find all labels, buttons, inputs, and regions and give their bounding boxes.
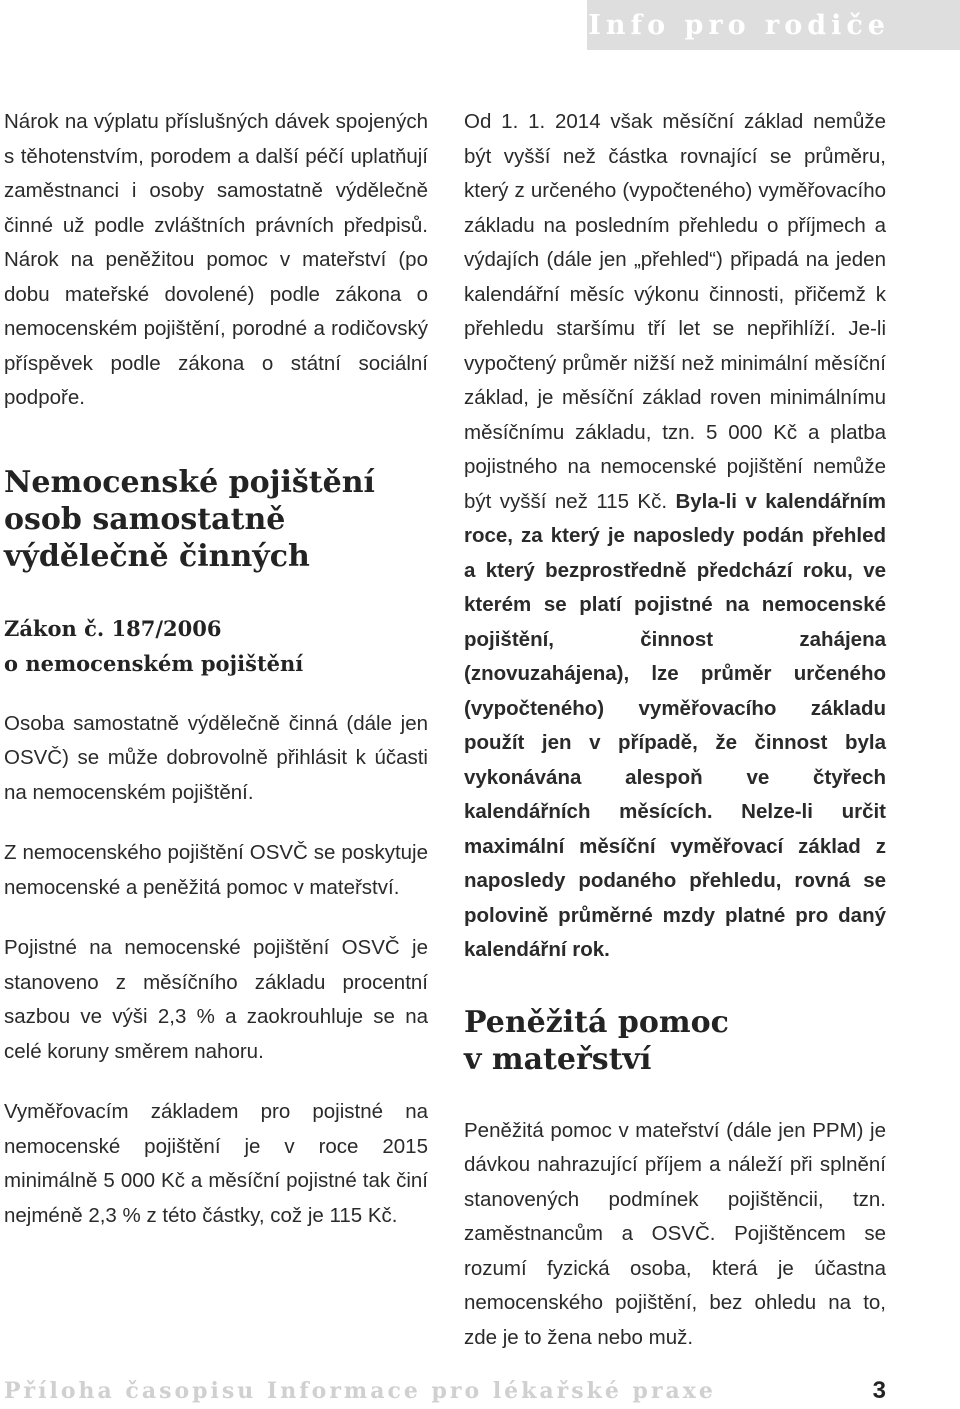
section-title-ppm [464, 1004, 886, 1078]
section-title-osvc [4, 464, 428, 575]
paragraph-osvc-benefits: Z nemocenského pojištění OSVČ se poskytuje nemocenské a peněžitá pomoc v mateřství. [4, 841, 428, 899]
section-title-line: Nemocenské pojištění [4, 464, 375, 500]
section-title-line: Peněžitá pomoc [464, 1004, 729, 1040]
paragraph-assessment-base: Vyměřovacím základem pro pojistné na nemocenské pojištění je v roce 2015 minimálně 5 000 Kč a měsíční pojistné tak činí nejméně 2,3 % z této částky, což je 115 Kč. [4, 1100, 428, 1227]
paragraph-bold-rule: Byla-li v kalendářním roce, za který je naposledy podán přehled a který bezprostředně předchází roku, ve kterém se platí pojistné na nemocenské pojištění, činnost zahájena (znovuzahájena), lze průměr určeného (vypočteného) vyměřovacího základu použít jen v případě, že činnost byla vykonávána alespoň ve čtyřech kalendářních měsících. Nelze-li určit maximální měsíční vyměřovací základ z naposledy podaného přehledu, rovná se polovině průměrné mzdy platné pro daný kalendářní rok. [464, 489, 886, 961]
page-footer [4, 1373, 886, 1409]
paragraph-osvc-registration: Osoba samostatně výdělečně činná (dále jen OSVČ) se může dobrovolně přihlásit k účasti na nemocenském pojištění. [4, 711, 428, 804]
section-title-line: výdělečně činných [4, 538, 310, 574]
paragraph-monthly-base [464, 105, 886, 968]
law-reference [4, 611, 428, 681]
section-title-line: v mateřství [464, 1041, 652, 1077]
intro-paragraph: Nárok na výplatu příslušných dávek spojených s těhotenstvím, porodem a další péčí uplatňují zaměstnanci i osoby samostatně výdělečně činné už podle zvláštních právních předpisů. Nárok na peněžitou pomoc v mateřství (po dobu mateřské dovolené) podle zákona o nemocenském pojištění, porodné a rodičovský příspěvek podle zákona o státní sociální podpoře. [4, 110, 428, 409]
header-badge [587, 0, 960, 50]
header-badge-text: Info pro rodiče [588, 9, 890, 41]
law-line: o nemocenském pojištění [4, 650, 304, 676]
law-line: Zákon č. 187/2006 [4, 615, 222, 641]
section-title-line: osob samostatně [4, 501, 286, 537]
right-column [464, 105, 886, 1355]
paragraph-monthly-base-text: Od 1. 1. 2014 však měsíční základ nemůže být vyšší než částka rovnající se průměru, který z určeného (vypočteného) vyměřovacího základu na posledním přehledu o příjmech a výdajích (dále jen „přehled“) připadá na jeden kalendářní měsíc výkonu činnosti, přičemž k přehledu staršímu tří let se nepřihlíží. Je-li vypočtený průměr nižší než minimální měsíční základ, je měsíční základ roven minimálnímu měsíčnímu základu, tzn. 5 000 Kč a platba pojistného na nemocenské pojištění nemůže být vyšší než 115 Kč. [464, 110, 886, 513]
paragraph-premium-rate: Pojistné na nemocenské pojištění OSVČ je stanoveno z měsíčního základu procentní sazbou ve výši 2,3 % a zaokrouhluje se na celé koruny směrem nahoru. [4, 936, 428, 1063]
paragraph-ppm-definition: Peněžitá pomoc v mateřství (dále jen PPM) je dávkou nahrazující příjem a náleží při splnění stanovených podmínek pojištěncii, tzn. zaměstnancům a OSVČ. Pojištěncem se rozumí fyzická osoba, která je účastna nemocenského pojištění, bez ohledu na to, zde je to žena nebo muž. [464, 1118, 886, 1349]
left-column [4, 105, 428, 1233]
page-number: 3 [872, 1377, 886, 1404]
footer-publication-text: Příloha časopisu Informace pro lékařské praxe [4, 1378, 716, 1404]
